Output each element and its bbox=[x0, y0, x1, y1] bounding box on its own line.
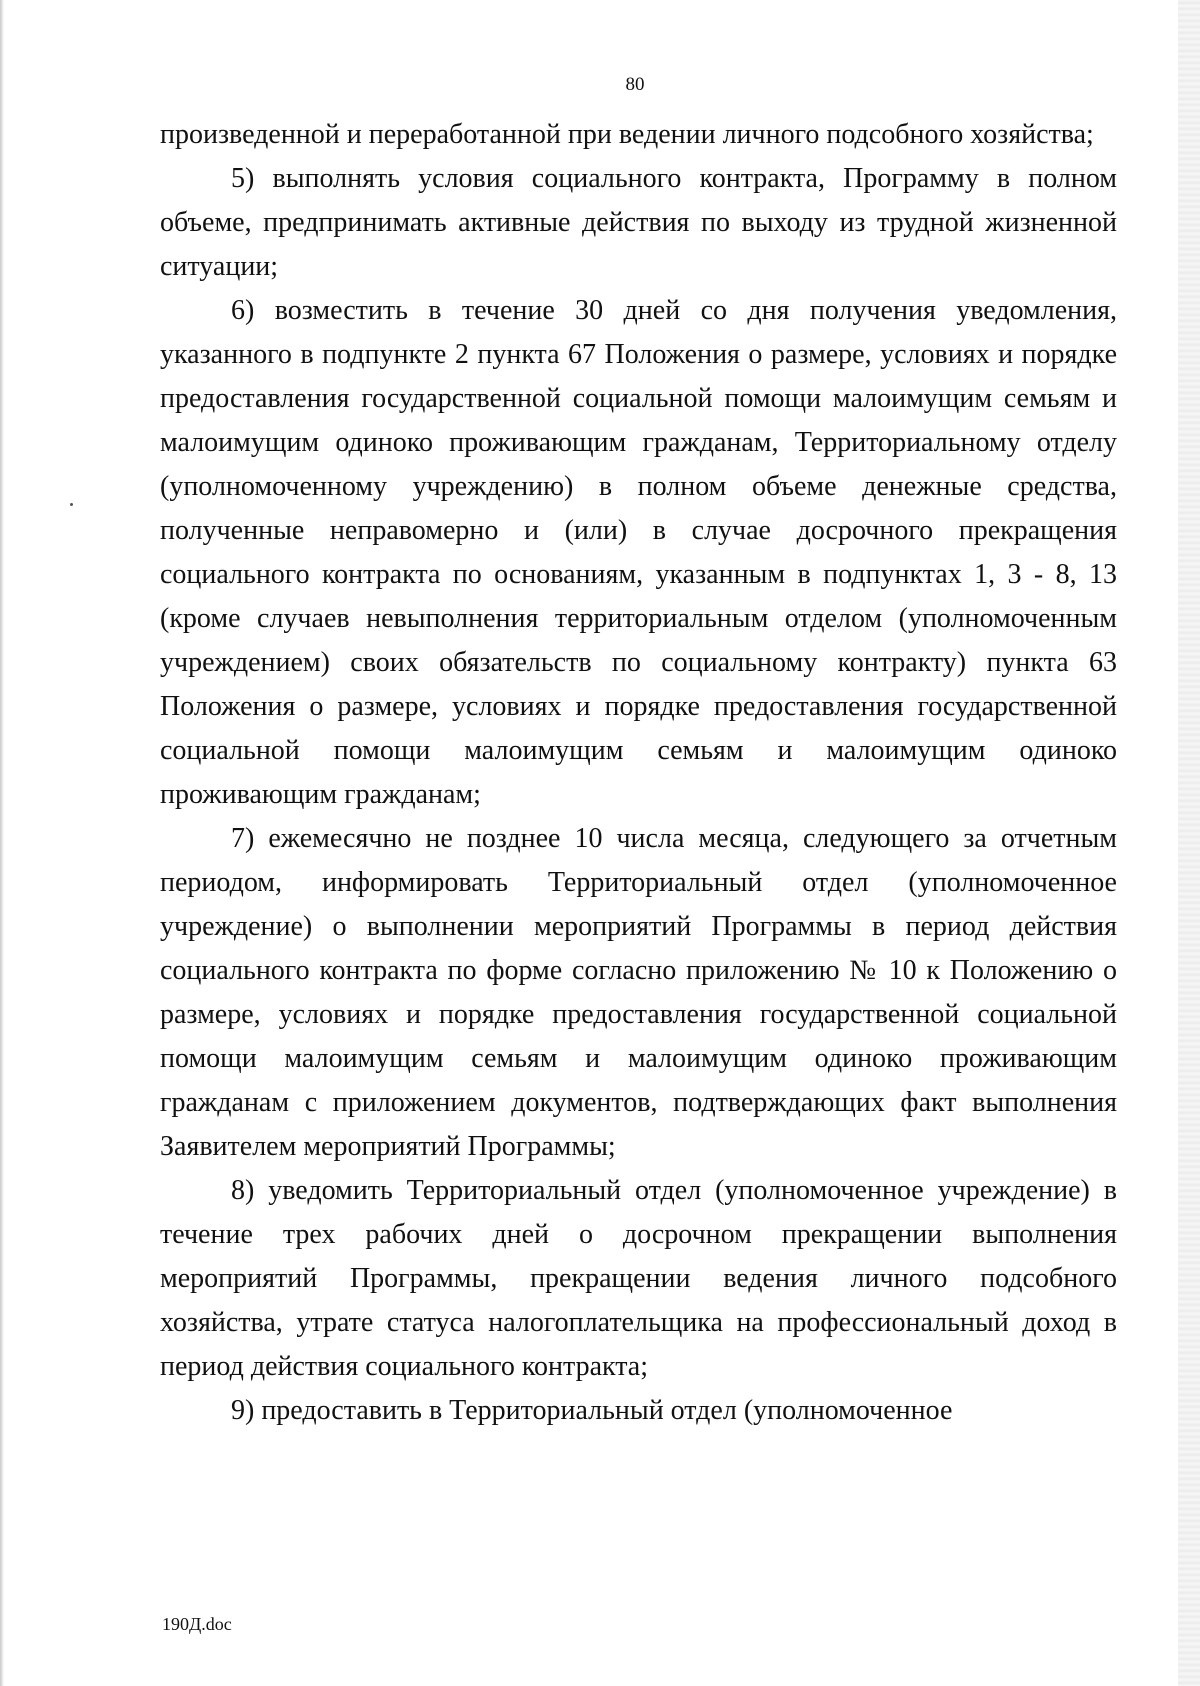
scan-speck bbox=[70, 503, 73, 506]
scan-edge-left bbox=[0, 0, 4, 1686]
paragraph-item-7: 7) ежемесячно не позднее 10 числа месяца, следующего за отчетным периодом, информировать Территориальный отдел (уполномоченное учреждение) о выполнении мероприятий Программы в период действия социального контракта по форме согласно приложению № 10 к Положению о размере, условиях и порядке предоставления государственной социальной помощи малоимущим семьям и малоимущим одиноко проживающим гражданам с приложением документов, подтверждающих факт выполнения Заявителем мероприятий Программы; bbox=[160, 823, 1117, 1162]
page-number: 80 bbox=[625, 74, 645, 95]
paragraph-item-9: 9) предоставить в Территориальный отдел (уполномоченное bbox=[231, 1395, 953, 1426]
scan-edge-right bbox=[1178, 0, 1200, 1686]
footer-filename: 190Д.doc bbox=[162, 1614, 232, 1634]
paragraph-item-6: 6) возместить в течение 30 дней со дня получения уведомления, указанного в подпункте 2 пункта 67 Положения о размере, условиях и порядке предоставления государственной социальной помощи малоимущим семьям и малоимущим одиноко проживающим гражданам, Территориальному отделу (уполномоченному учреждению) в полном объеме денежные средства, полученные неправомерно и (или) в случае досрочного прекращения социального контракта по основаниям, указанным в подпунктах 1, 3 - 8, 13 (кроме случаев невыполнения территориальным отделом (уполномоченным учреждением) своих обязательств по социальному контракту) пункта 63 Положения о размере, условиях и порядке предоставления государственной социальной помощи малоимущим семьям и малоимущим одиноко проживающим гражданам; bbox=[160, 295, 1117, 810]
document-body bbox=[160, 113, 1117, 1433]
paragraph-item-5: 5) выполнять условия социального контракта, Программу в полном объеме, предпринимать активные действия по выходу из трудной жизненной ситуации; bbox=[160, 163, 1117, 282]
paragraph-item-8: 8) уведомить Территориальный отдел (уполномоченное учреждение) в течение трех рабочих дней о досрочном прекращении выполнения мероприятий Программы, прекращении ведения личного подсобного хозяйства, утрате статуса налогоплательщика на профессиональный доход в период действия социального контракта; bbox=[160, 1175, 1117, 1382]
paragraph-continuation: произведенной и переработанной при ведении личного подсобного хозяйства; bbox=[160, 119, 1094, 150]
